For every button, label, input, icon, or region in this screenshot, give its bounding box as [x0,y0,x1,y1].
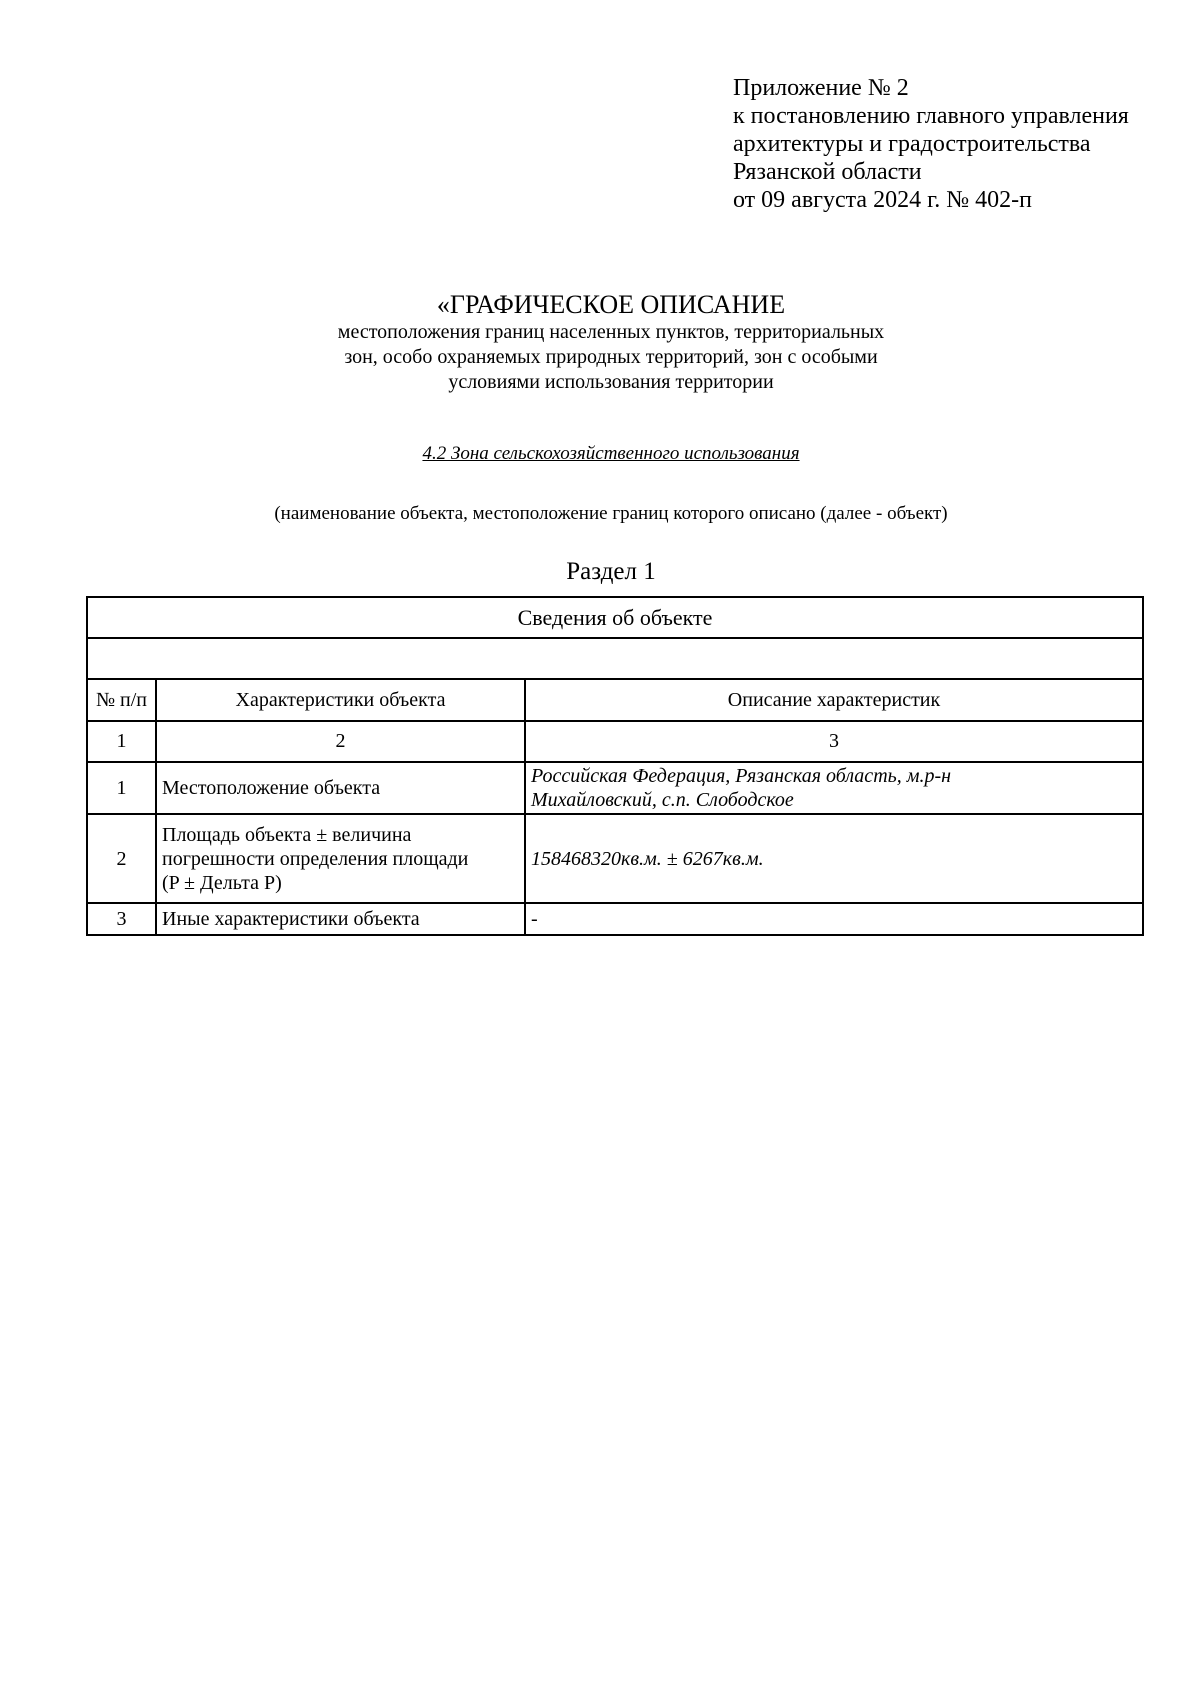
table-title: Сведения об объекте [87,597,1143,638]
object-info-table [86,596,1144,936]
title-sub-line: местоположения границ населенных пунктов, территориальных [337,321,885,343]
appendix-line: от 09 августа 2024 г. № 402-п [733,187,1032,213]
table-empty-row [87,638,1143,679]
characteristic-line: Местоположение объекта [162,777,381,799]
object-name: 4.2 Зона сельскохозяйственного использования [422,443,800,464]
table-index-row [87,721,1143,762]
row-num: 2 [87,814,156,903]
header-num: № п/п [87,679,156,721]
table-row [87,762,1143,814]
table-title-row [87,597,1143,638]
appendix-line: архитектуры и градостроительства [733,131,1091,157]
title-main: «ГРАФИЧЕСКОЕ ОПИСАНИЕ [436,290,786,319]
object-note: (наименование объекта, местоположение границ которого описано (далее - объект) [274,503,948,524]
appendix-header [733,74,1129,214]
description-line: Михайловский, с.п. Слободское [531,789,794,811]
row-characteristic [156,814,525,903]
appendix-line: Рязанской области [733,159,922,185]
table-header-row [87,679,1143,721]
index-cell: 2 [156,721,525,762]
row-characteristic [156,762,525,814]
description-line: 158468320кв.м. ± 6267кв.м. [531,847,764,870]
section-title: Раздел 1 [566,558,656,585]
characteristic-line: (P ± Дельта P) [162,871,282,894]
row-description [525,903,1143,935]
header-characteristic: Характеристики объекта [156,679,525,721]
table-row [87,903,1143,935]
title-sub-line: зон, особо охраняемых природных территорий, зон с особыми [344,346,878,368]
description-line: - [531,907,538,930]
index-cell: 1 [87,721,156,762]
row-num: 1 [87,762,156,814]
description-line: Российская Федерация, Рязанская область, м.р-н [531,765,952,787]
document-title [0,290,1200,395]
table-row [87,814,1143,903]
index-cell: 3 [525,721,1143,762]
empty-cell [87,638,1143,679]
characteristic-line: Иные характеристики объекта [162,907,420,930]
row-num: 3 [87,903,156,935]
appendix-line: к постановлению главного управления [733,103,1129,129]
row-description [525,762,1143,814]
header-description: Описание характеристик [525,679,1143,721]
title-sub-line: условиями использования территории [448,371,774,393]
row-description [525,814,1143,903]
characteristic-line: Площадь объекта ± величина [162,823,412,846]
row-characteristic [156,903,525,935]
appendix-line: Приложение № 2 [733,75,909,101]
characteristic-line: погрешности определения площади [162,847,469,870]
